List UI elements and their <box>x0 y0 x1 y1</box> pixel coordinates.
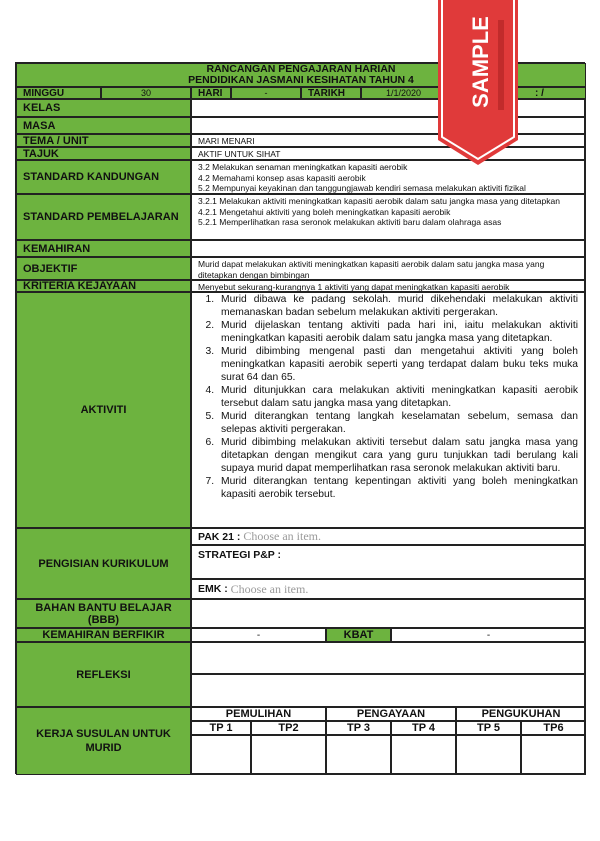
tp-6-cell <box>521 735 586 775</box>
aktiviti-item: 2. Murid dijelaskan tentang aktiviti pada hari ini, iaitu melakukan aktiviti meningkatkan kapasiti aerobik dalam satu jangka masa yang ditetapkan. <box>217 319 578 345</box>
refleksi-label: REFLEKSI <box>16 642 191 707</box>
tp-2-cell <box>251 735 326 775</box>
tp-3-cell <box>326 735 391 775</box>
tp-1-cell <box>191 735 251 775</box>
aktiviti-item: 5. Murid diterangkan tentang langkah keselamatan sebelum, semasa dan selepas aktiviti pergerakan. <box>217 410 578 436</box>
tema-value: MARI MENARI <box>191 134 586 147</box>
tarikh-value: 1/1/2020 <box>361 87 446 99</box>
tp-1: TP 1 <box>191 721 251 735</box>
kemahiran-label: KEMAHIRAN <box>16 240 191 257</box>
tp-4-cell <box>391 735 456 775</box>
sp-item: 4.2.1 Mengetahui aktiviti yang boleh meningkatkan kapasiti aerobik <box>198 206 451 217</box>
aktiviti-item: 1. Murid dibawa ke padang sekolah. murid dikehendaki melakukan aktiviti memanaskan badan sebelum melakukan aktiviti pergerakan. <box>217 293 578 319</box>
masa-value: : / <box>446 87 586 99</box>
sp-label: STANDARD PEMBELAJARAN <box>16 194 191 240</box>
aktiviti-item: 3. Murid dibimbing mengenal pasti dan mengetahui aktiviti yang boleh meningkatkan kapasiti aerobik seperti yang terdapat dalam buku teks muka surat 64 dan 65. <box>217 345 578 384</box>
kelas-value <box>191 99 586 117</box>
emk-dropdown[interactable]: Choose an item. <box>230 581 309 596</box>
bbb-label: BAHAN BANTU BELAJAR (BBB) <box>16 599 191 628</box>
title-line-2: PENDIDIKAN JASMANI KESIHATAN TAHUN 4 <box>188 74 414 86</box>
minggu-value: 30 <box>101 87 191 99</box>
aktiviti-item: 4. Murid ditunjukkan cara melakukan aktiviti meningkatkan kapasiti aerobik tersebut dalam satu jangka masa yang ditetapkan. <box>217 384 578 410</box>
objektif-value: Murid dapat melakukan aktiviti meningkatkan kapasiti aerobik dalam satu jangka masa yang ditetapkan dengan bimbingan <box>191 257 586 280</box>
emk-row <box>191 579 586 599</box>
tp-4: TP 4 <box>391 721 456 735</box>
aktiviti-list <box>191 293 586 501</box>
minggu-label: MINGGU <box>16 87 101 99</box>
tp-5-cell <box>456 735 521 775</box>
sk-item: 5.2 Mempunyai keyakinan dan tanggungjawab kendiri semasa melakukan aktiviti fizikal <box>198 183 526 193</box>
sk-label: STANDARD KANDUNGAN <box>16 160 191 194</box>
kriteria-value: Menyebut sekurang-kurangnya 1 aktiviti yang dapat meningkatkan kapasiti aerobik <box>191 280 586 292</box>
strategi-label: STRATEGI P&P : <box>198 549 282 561</box>
kbat-label: KBAT <box>326 628 391 642</box>
pengisian-label: PENGISIAN KURIKULUM <box>16 528 191 599</box>
kriteria-label: KRITERIA KEJAYAAN <box>16 280 191 292</box>
sk-value <box>191 160 586 194</box>
sp-item: 5.2.1 Memperlihatkan rasa seronok melakukan aktiviti baru dalam olahraga asas <box>198 217 502 227</box>
masa-label: MASA <box>16 117 191 134</box>
title-line-1: RANCANGAN PENGAJARAN HARIAN <box>206 63 396 75</box>
tarikh-label: TARIKH <box>301 87 361 99</box>
kb-label: KEMAHIRAN BERFIKIR <box>16 628 191 642</box>
pak21-dropdown[interactable]: Choose an item. <box>243 529 321 543</box>
kb-value: - <box>191 628 326 642</box>
tp-2: TP2 <box>251 721 326 735</box>
kemahiran-value <box>191 240 586 257</box>
sp-value <box>191 194 586 240</box>
sk-item: 3.2 Melakukan senaman meningkatkan kapasiti aerobik <box>198 162 408 172</box>
refleksi-row-1 <box>191 642 586 674</box>
pak21-row <box>191 528 586 545</box>
kbat-value: - <box>391 628 586 642</box>
tp-5: TP 5 <box>456 721 521 735</box>
masa-field <box>191 117 586 134</box>
sample-text: SAMPLE <box>468 16 493 108</box>
tema-label: TEMA / UNIT <box>16 134 191 147</box>
sample-watermark <box>438 0 518 165</box>
tp-3: TP 3 <box>326 721 391 735</box>
tajuk-value: AKTIF UNTUK SIHAT <box>191 147 586 160</box>
aktiviti-item: 7. Murid diterangkan tentang kepentingan aktiviti yang boleh meningkatkan kapasiti aerobik tersebut. <box>217 475 578 501</box>
aktiviti-item: 6. Murid dibimbing melakukan aktiviti tersebut dalam satu jangka masa yang ditetapkan dengan mengikut cara yang guru tunjukkan tadi berulang kali supaya murid dapat memperlihatkan rasa seronok melakukan aktiviti baru. <box>217 436 578 475</box>
ks-label: KERJA SUSULAN UNTUK MURID <box>16 707 191 775</box>
ks-group-pengayaan: PENGAYAAN <box>326 707 456 721</box>
ks-group-pengukuhan: PENGUKUHAN <box>456 707 586 721</box>
tajuk-label: TAJUK <box>16 147 191 160</box>
lesson-plan-sheet <box>15 62 585 774</box>
hari-label: HARI <box>191 87 231 99</box>
refleksi-row-2 <box>191 674 586 707</box>
objektif-label: OBJEKTIF <box>16 257 191 280</box>
emk-label: EMK : <box>198 583 228 595</box>
kelas-label: KELAS <box>16 99 191 117</box>
pak21-label: PAK 21 : <box>198 530 241 543</box>
bbb-value <box>191 599 586 628</box>
sp-item: 3.2.1 Melakukan aktiviti meningkatkan kapasiti aerobik dalam satu jangka masa yang ditetapkan <box>198 196 560 206</box>
sk-item: 4.2 Memahami konsep asas kapasiti aerobik <box>198 172 366 183</box>
strategi-row <box>191 545 586 579</box>
aktiviti-label: AKTIVITI <box>16 292 191 528</box>
ks-group-pemulihan: PEMULIHAN <box>191 707 326 721</box>
hari-value: - <box>231 87 301 99</box>
tp-6: TP6 <box>521 721 586 735</box>
